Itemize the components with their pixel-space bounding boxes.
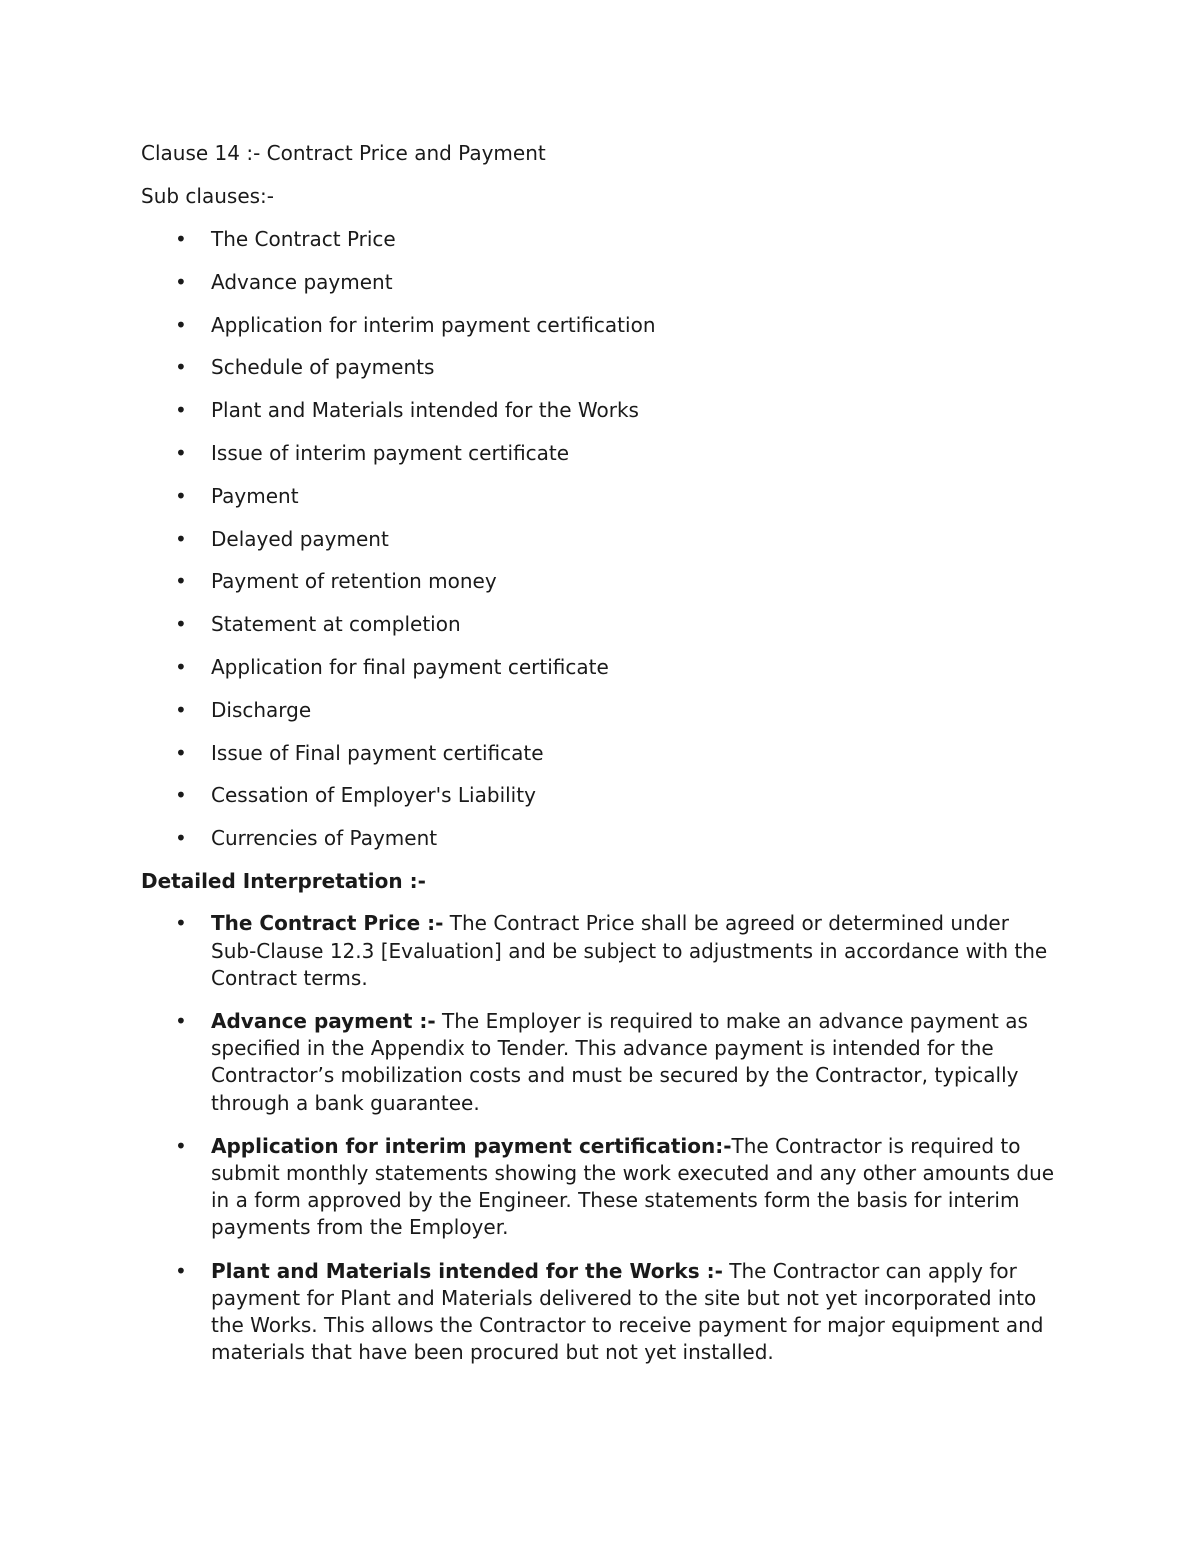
list-item bbox=[141, 740, 1071, 767]
sub-clause-text: Schedule of payments bbox=[211, 355, 435, 380]
detailed-interpretation-heading: Detailed Interpretation :- bbox=[141, 868, 426, 893]
sub-clause-text: Discharge bbox=[211, 697, 312, 722]
bullet-icon: • bbox=[175, 697, 187, 722]
list-item bbox=[141, 312, 1071, 339]
sub-clause-text: Application for interim payment certification bbox=[211, 312, 656, 337]
bullet-icon: • bbox=[175, 312, 187, 337]
list-item bbox=[141, 397, 1071, 424]
bullet-icon: • bbox=[175, 227, 187, 251]
detail-item bbox=[141, 910, 1071, 992]
detail-term: The Contract Price :- bbox=[211, 911, 444, 936]
list-item bbox=[141, 611, 1071, 638]
document-content bbox=[141, 140, 1071, 1383]
bullet-icon: • bbox=[175, 398, 187, 423]
sub-clauses-label: Sub clauses:- bbox=[141, 184, 275, 208]
list-item bbox=[141, 226, 1071, 253]
bullet-icon: • bbox=[175, 826, 187, 851]
detail-text: The Contractor is required to submit monthly statements showing the work executed and any other amounts due in a form approved by the Engineer. These statements form the basis for interim payments from the Employer. bbox=[211, 1133, 1055, 1240]
list-item bbox=[141, 269, 1071, 296]
detail-item bbox=[141, 1008, 1071, 1117]
sub-clause-text: Issue of Final payment certificate bbox=[211, 740, 544, 765]
list-item bbox=[141, 526, 1071, 553]
bullet-icon: • bbox=[175, 355, 187, 380]
bullet-icon: • bbox=[175, 654, 187, 679]
bullet-icon: • bbox=[175, 1009, 187, 1034]
detail-item bbox=[141, 1258, 1071, 1367]
sub-clauses-list bbox=[141, 226, 1071, 852]
list-item bbox=[141, 440, 1071, 467]
bullet-icon: • bbox=[175, 1258, 187, 1283]
list-item bbox=[141, 568, 1071, 595]
sub-clause-text: Advance payment bbox=[211, 269, 393, 294]
detail-term: Application for interim payment certification:- bbox=[211, 1133, 732, 1158]
bullet-icon: • bbox=[175, 1133, 187, 1158]
bullet-icon: • bbox=[175, 440, 187, 465]
bullet-icon: • bbox=[175, 569, 187, 594]
list-item bbox=[141, 782, 1071, 809]
sub-clause-text: The Contract Price bbox=[211, 227, 396, 251]
sub-clause-text: Payment of retention money bbox=[211, 569, 497, 594]
clause-title: Clause 14 :- Contract Price and Payment bbox=[141, 141, 546, 165]
bullet-icon: • bbox=[175, 526, 187, 551]
detailed-interpretation-list bbox=[141, 910, 1071, 1366]
bullet-icon: • bbox=[175, 269, 187, 294]
detail-text: The Contract Price shall be agreed or determined under Sub-Clause 12.3 [Evaluation] and be subject to adjustments in accordance with the Contract terms. bbox=[211, 911, 1048, 990]
detail-text: The Contractor can apply for payment for Plant and Materials delivered to the site but not yet incorporated into the Works. This allows the Contractor to receive payment for major equipment and materials that have been procured but not yet installed. bbox=[211, 1258, 1044, 1365]
sub-clause-text: Cessation of Employer's Liability bbox=[211, 783, 536, 808]
detail-term: Plant and Materials intended for the Works :- bbox=[211, 1258, 723, 1283]
detail-item bbox=[141, 1133, 1071, 1242]
sub-clause-text: Statement at completion bbox=[211, 612, 461, 637]
detail-text: The Employer is required to make an advance payment as specified in the Appendix to Tender. This advance payment is intended for the Contractor’s mobilization costs and must be secured by the Contractor, typically through a bank guarantee. bbox=[211, 1009, 1028, 1115]
list-item bbox=[141, 354, 1071, 381]
sub-clause-text: Payment bbox=[211, 483, 299, 508]
sub-clause-text: Issue of interim payment certificate bbox=[211, 440, 570, 465]
bullet-icon: • bbox=[175, 740, 187, 765]
list-item bbox=[141, 483, 1071, 510]
detail-term: Advance payment :- bbox=[211, 1009, 436, 1034]
list-item bbox=[141, 825, 1071, 852]
list-item bbox=[141, 697, 1071, 724]
bullet-icon: • bbox=[175, 911, 187, 936]
bullet-icon: • bbox=[175, 783, 187, 808]
bullet-icon: • bbox=[175, 612, 187, 637]
sub-clause-text: Application for final payment certificate bbox=[211, 654, 609, 679]
sub-clause-text: Delayed payment bbox=[211, 526, 389, 551]
sub-clause-text: Currencies of Payment bbox=[211, 826, 438, 851]
bullet-icon: • bbox=[175, 483, 187, 508]
list-item bbox=[141, 654, 1071, 681]
sub-clause-text: Plant and Materials intended for the Works bbox=[211, 398, 639, 423]
